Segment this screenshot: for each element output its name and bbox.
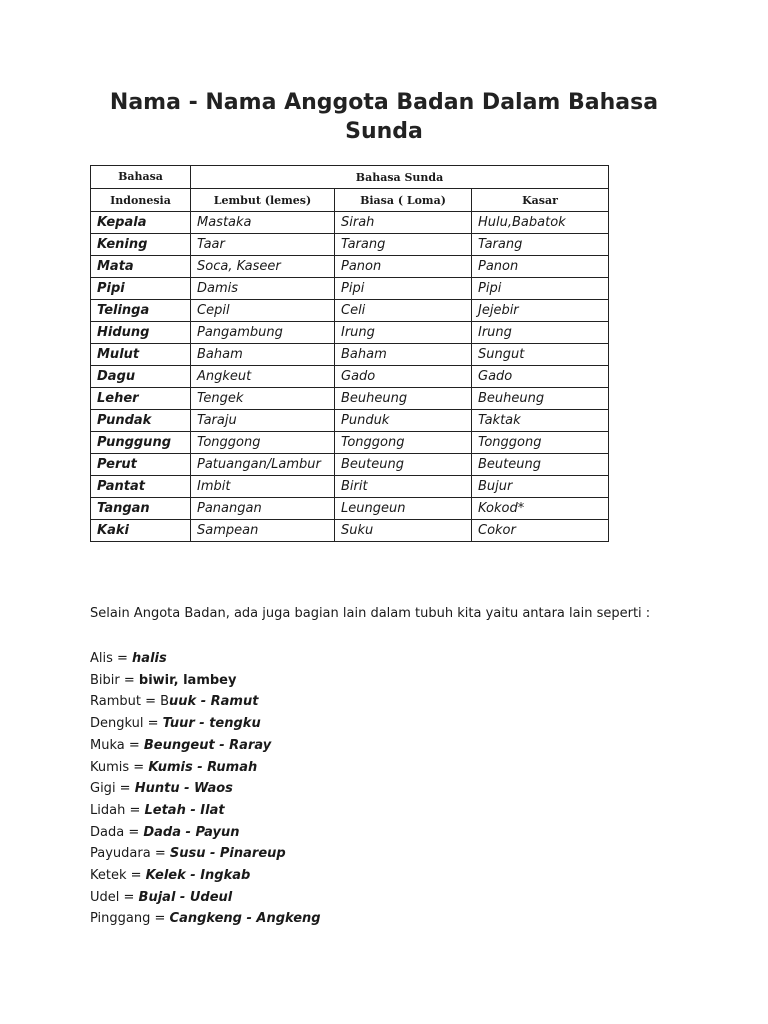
table-cell-lembut: Patuangan/Lambur <box>191 454 335 476</box>
table-cell-biasa: Gado <box>335 366 472 388</box>
vocabulary-table-body <box>91 212 609 542</box>
table-cell-indonesia: Pipi <box>91 278 191 300</box>
table-row <box>91 300 609 322</box>
table-cell-kasar: Panon <box>472 256 609 278</box>
table-cell-biasa: Celi <box>335 300 472 322</box>
list-item-label: Dada = <box>90 824 144 840</box>
header-lembut: Lembut (lemes) <box>191 189 335 212</box>
table-row <box>91 520 609 542</box>
intro-paragraph: Selain Angota Badan, ada juga bagian lain dalam tubuh kita yaitu antara lain seperti : <box>90 606 651 621</box>
list-item <box>90 648 321 670</box>
list-item <box>90 822 321 844</box>
table-cell-kasar: Tarang <box>472 234 609 256</box>
list-item-label: Rambut = <box>90 694 161 710</box>
table-cell-kasar: Irung <box>472 322 609 344</box>
table-cell-kasar: Beuheung <box>472 388 609 410</box>
table-row <box>91 234 609 256</box>
header-indonesia-line1: Bahasa <box>118 170 163 183</box>
table-cell-lembut: Sampean <box>191 520 335 542</box>
header-indonesia <box>91 166 191 189</box>
table-cell-kasar: Gado <box>472 366 609 388</box>
header-biasa: Biasa ( Loma) <box>335 189 472 212</box>
table-row <box>91 278 609 300</box>
list-item-term: Kelek - Ingkab <box>145 868 251 884</box>
table-cell-lembut: Angkeut <box>191 366 335 388</box>
table-row <box>91 476 609 498</box>
list-item-label: Udel = <box>90 889 139 905</box>
list-item <box>90 800 321 822</box>
table-cell-indonesia: Pantat <box>91 476 191 498</box>
list-item-label: Lidah = <box>90 802 145 818</box>
table-cell-kasar: Sungut <box>472 344 609 366</box>
list-item-term: halis <box>132 651 167 666</box>
table-cell-kasar: Kokod* <box>472 498 609 520</box>
list-item-term: Susu - Pinareup <box>169 846 286 862</box>
table-cell-lembut: Soca, Kaseer <box>191 256 335 278</box>
list-item <box>90 757 321 779</box>
vocabulary-table <box>90 165 609 542</box>
table-cell-lembut: Panangan <box>191 498 335 520</box>
table-row <box>91 256 609 278</box>
header-bahasa-sunda: Bahasa Sunda <box>191 166 609 189</box>
table-cell-indonesia: Telinga <box>91 300 191 322</box>
additional-terms-list <box>90 648 321 930</box>
table-cell-kasar: Hulu,Babatok <box>472 212 609 234</box>
list-item <box>90 908 321 930</box>
table-cell-biasa: Leungeun <box>335 498 472 520</box>
table-cell-kasar: Beuteung <box>472 454 609 476</box>
list-item-term: uuk - Ramut <box>169 694 259 710</box>
table-cell-indonesia: Kening <box>91 234 191 256</box>
table-cell-indonesia: Perut <box>91 454 191 476</box>
table-row <box>91 322 609 344</box>
list-item <box>90 865 321 887</box>
table-cell-indonesia: Hidung <box>91 322 191 344</box>
list-item <box>90 670 321 692</box>
table-cell-lembut: Pangambung <box>191 322 335 344</box>
list-item-term: Huntu - Waos <box>134 781 233 797</box>
list-item <box>90 887 321 909</box>
list-item-term: Kumis - Rumah <box>148 759 258 775</box>
list-item <box>90 778 321 800</box>
table-cell-biasa: Tonggong <box>335 432 472 454</box>
list-item <box>90 735 321 757</box>
table-cell-lembut: Tonggong <box>191 432 335 454</box>
list-item-label: Alis = <box>90 651 133 666</box>
table-cell-indonesia: Dagu <box>91 366 191 388</box>
table-cell-kasar: Taktak <box>472 410 609 432</box>
list-item-label: Payudara = <box>90 846 170 862</box>
table-cell-indonesia: Kepala <box>91 212 191 234</box>
table-cell-lembut: Baham <box>191 344 335 366</box>
page-title: Nama - Nama Anggota Badan Dalam Bahasa Sunda <box>109 90 659 144</box>
list-item-label: Gigi = <box>90 781 135 797</box>
table-cell-biasa: Punduk <box>335 410 472 432</box>
table-row <box>91 432 609 454</box>
table-cell-lembut: Mastaka <box>191 212 335 234</box>
table-cell-biasa: Birit <box>335 476 472 498</box>
table-row <box>91 212 609 234</box>
list-item <box>90 713 321 735</box>
table-cell-indonesia: Pundak <box>91 410 191 432</box>
header-indonesia-line2: Indonesia <box>91 189 191 212</box>
list-item-term: Cangkeng - Angkeng <box>169 911 321 927</box>
table-cell-indonesia: Mata <box>91 256 191 278</box>
table-cell-kasar: Bujur <box>472 476 609 498</box>
table-cell-indonesia: Tangan <box>91 498 191 520</box>
table-row <box>91 388 609 410</box>
list-item-term: Dada - Payun <box>143 824 240 840</box>
table-cell-kasar: Jejebir <box>472 300 609 322</box>
table-cell-indonesia: Kaki <box>91 520 191 542</box>
list-item-label: Muka = <box>90 737 144 753</box>
table-cell-biasa: Pipi <box>335 278 472 300</box>
list-item-label: Pinggang = <box>90 911 170 927</box>
table-row <box>91 344 609 366</box>
list-item-prefix: B <box>160 694 170 710</box>
list-item <box>90 691 321 713</box>
list-item-term: Tuur - tengku <box>162 716 261 732</box>
table-cell-biasa: Panon <box>335 256 472 278</box>
table-row <box>91 366 609 388</box>
table-cell-lembut: Taar <box>191 234 335 256</box>
list-item-label: Kumis = <box>90 759 149 775</box>
table-cell-biasa: Beuteung <box>335 454 472 476</box>
table-cell-biasa: Tarang <box>335 234 472 256</box>
list-item <box>90 843 321 865</box>
list-item-term: Beungeut - Raray <box>143 737 272 753</box>
table-cell-kasar: Tonggong <box>472 432 609 454</box>
table-cell-biasa: Beuheung <box>335 388 472 410</box>
table-row <box>91 410 609 432</box>
table-cell-kasar: Cokor <box>472 520 609 542</box>
table-cell-biasa: Suku <box>335 520 472 542</box>
table-row <box>91 454 609 476</box>
table-cell-biasa: Irung <box>335 322 472 344</box>
header-kasar: Kasar <box>472 189 609 212</box>
table-cell-lembut: Damis <box>191 278 335 300</box>
list-item-term: biwir, lambey <box>138 672 237 688</box>
list-item-label: Dengkul = <box>90 716 163 732</box>
list-item-label: Bibir = <box>90 672 139 688</box>
table-cell-biasa: Sirah <box>335 212 472 234</box>
table-cell-biasa: Baham <box>335 344 472 366</box>
table-cell-lembut: Taraju <box>191 410 335 432</box>
list-item-term: Letah - Ilat <box>144 802 225 818</box>
table-cell-indonesia: Punggung <box>91 432 191 454</box>
table-cell-indonesia: Mulut <box>91 344 191 366</box>
table-cell-kasar: Pipi <box>472 278 609 300</box>
table-cell-indonesia: Leher <box>91 388 191 410</box>
table-cell-lembut: Cepil <box>191 300 335 322</box>
list-item-term: Bujal - Udeul <box>138 889 233 905</box>
table-cell-lembut: Tengek <box>191 388 335 410</box>
table-cell-lembut: Imbit <box>191 476 335 498</box>
list-item-label: Ketek = <box>90 868 146 884</box>
table-row <box>91 498 609 520</box>
